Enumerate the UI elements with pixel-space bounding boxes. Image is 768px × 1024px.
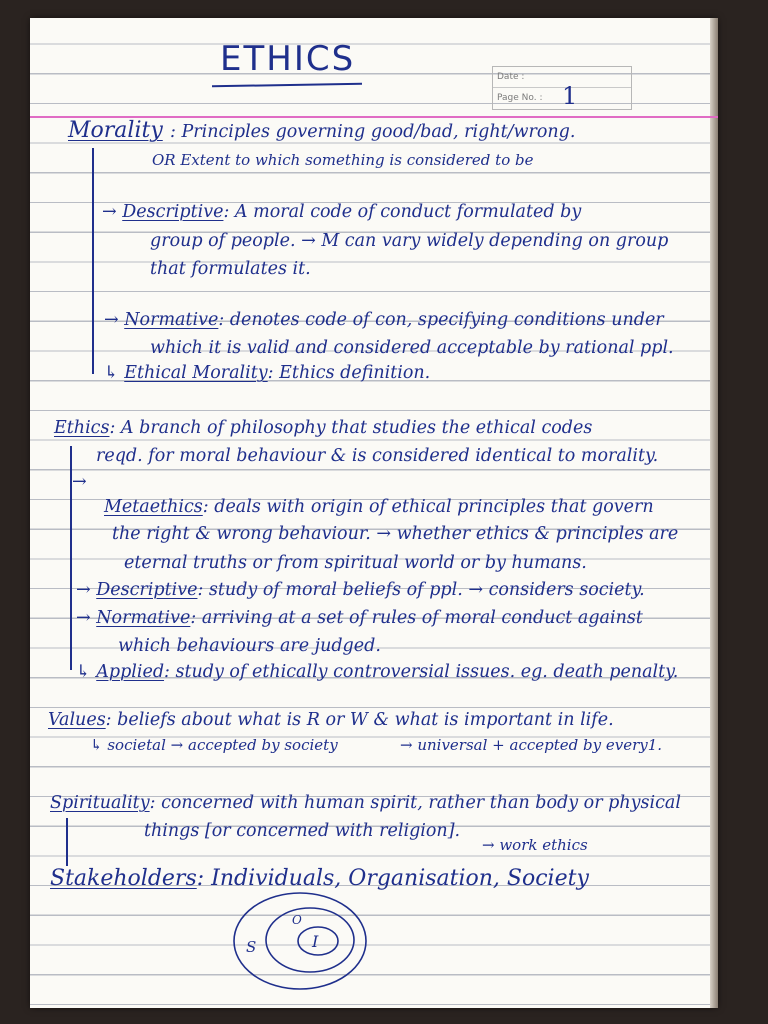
society-label: S bbox=[246, 938, 257, 956]
values-line-2a: ↳ societal → accepted by society bbox=[90, 736, 338, 754]
notebook-binding bbox=[710, 18, 718, 1008]
individual-label: I bbox=[312, 932, 319, 951]
date-label: Date : bbox=[493, 67, 631, 88]
ethics-normative-1: → Normative: arriving at a set of rules of moral conduct against bbox=[76, 608, 643, 628]
ethics-meta-1: Metaethics: deals with origin of ethical principles that govern bbox=[104, 497, 654, 517]
ethics-line-2: reqd. for moral behaviour & is considered identical to morality. bbox=[96, 446, 659, 466]
morality-normative-2: which it is valid and considered acceptable by rational ppl. bbox=[150, 338, 674, 358]
page-title: ETHICS bbox=[220, 39, 356, 79]
ethics-descriptive: → Descriptive: study of moral beliefs of ppl. → considers society. bbox=[76, 580, 645, 600]
ethics-arrow: → bbox=[72, 472, 87, 492]
page-no-label: Page No. : bbox=[497, 93, 543, 103]
morality-descriptive-2: group of people. → M can vary widely depending on group bbox=[150, 231, 669, 251]
page-number: 1 bbox=[562, 82, 578, 110]
organisation-label: O bbox=[292, 913, 302, 927]
stakeholders-note: → work ethics bbox=[482, 836, 588, 854]
morality-line-1: : Principles governing good/bad, right/wrong. bbox=[170, 122, 576, 142]
ethics-meta-3: eternal truths or from spiritual world or by humans. bbox=[124, 553, 587, 573]
title-underline bbox=[212, 83, 362, 88]
morality-ethical: ↳ Ethical Morality: Ethics definition. bbox=[104, 363, 431, 383]
spirituality-line-1: Spirituality: concerned with human spirit, rather than body or physical bbox=[50, 793, 681, 813]
ethics-normative-2: which behaviours are judged. bbox=[118, 636, 381, 656]
morality-normative-1: → Normative: denotes code of con, specifying conditions under bbox=[104, 310, 664, 330]
morality-heading: Morality bbox=[68, 118, 163, 143]
morality-line-2: OR Extent to which something is considered to be bbox=[152, 151, 534, 169]
values-line-1: Values: beliefs about what is R or W & what is important in life. bbox=[48, 710, 614, 730]
morality-descriptive-1: → Descriptive: A moral code of conduct formulated by bbox=[102, 202, 582, 222]
morality-descriptive-3: that formulates it. bbox=[150, 259, 311, 279]
stakeholder-circles-diagram bbox=[230, 886, 370, 996]
values-line-2b: → universal + accepted by every1. bbox=[400, 736, 663, 754]
morality-bracket bbox=[92, 148, 94, 374]
notebook-page bbox=[30, 18, 718, 1008]
ethics-applied: ↳ Applied: study of ethically controversial issues. eg. death penalty. bbox=[76, 662, 679, 682]
spirituality-line-2: things [or concerned with religion]. bbox=[144, 821, 461, 841]
ethics-line-1: Ethics: A branch of philosophy that studies the ethical codes bbox=[54, 418, 593, 438]
ethics-meta-2: the right & wrong behaviour. → whether ethics & principles are bbox=[112, 524, 679, 544]
stakeholders-line: Stakeholders: Individuals, Organisation, Society bbox=[50, 866, 589, 891]
organisation-circle bbox=[266, 908, 354, 972]
spirituality-bracket bbox=[66, 818, 68, 866]
